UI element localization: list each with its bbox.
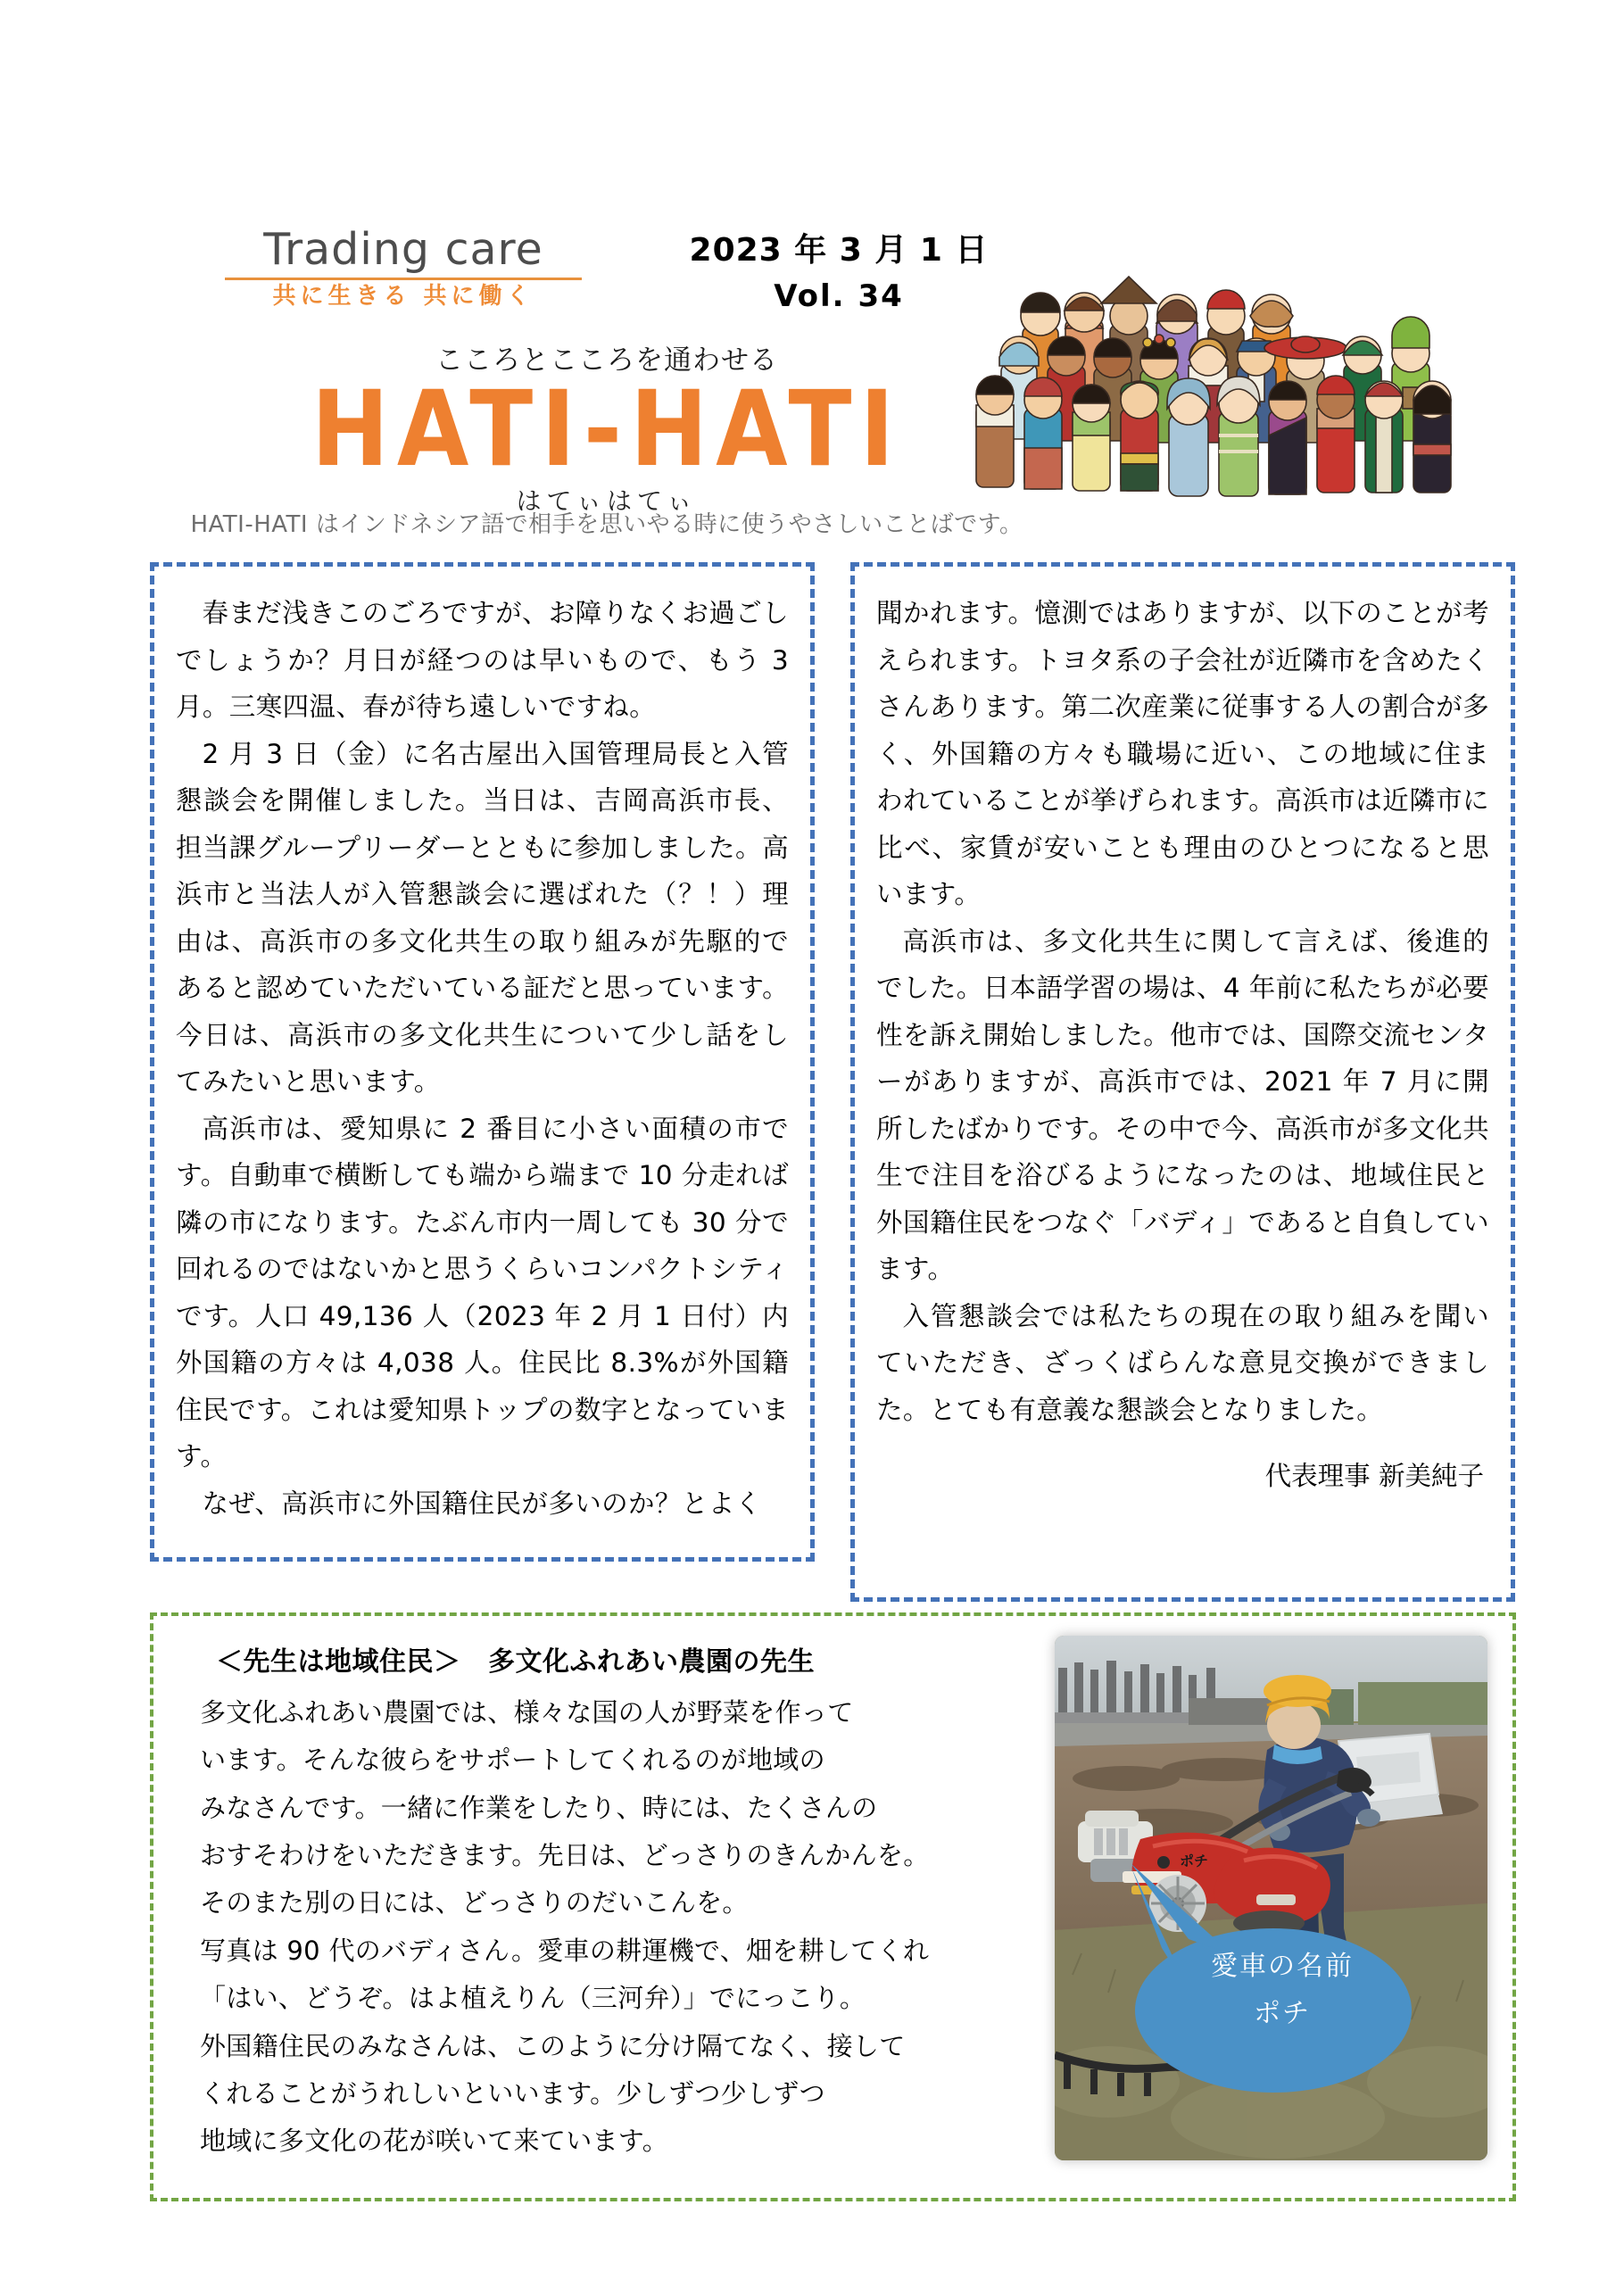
- masthead-tagline: HATI-HATI はインドネシア語で相手を思いやる時に使うやさしいことばです。: [190, 511, 1023, 538]
- newsletter-header: [0, 0, 1624, 538]
- organization-logo: [225, 224, 582, 310]
- author-signature: 代表理事 新美純子: [1264, 1461, 1484, 1491]
- article-paragraph: 春まだ浅きこのごろですが、お障りなくお過ごしでしょうか？月日が経つのは早いもので、もう 3 月。三寒四温、春が待ち遠しいですね。: [176, 598, 790, 722]
- article-paragraph: 入管懇談会では私たちの現在の取り組みを聞いていただき、ざっくばらんな意見交換ができました。とても有意義な懇談会となりました。: [876, 1300, 1489, 1425]
- article-left-column: [150, 562, 815, 1562]
- callout-bubble: [1055, 1636, 1487, 2160]
- masthead-catchphrase: こころとこころを通わせる: [435, 344, 778, 377]
- feature-box: [150, 1612, 1516, 2201]
- page-title: HATI-HATI: [311, 368, 903, 490]
- feature-line: 地域に多文化の花が咲いて来ています。: [200, 2126, 669, 2157]
- feature-line: 多文化ふれあい農園では、様々な国の人が野菜を作って: [200, 1697, 854, 1728]
- callout-line-1: 愛車の名前: [1211, 1951, 1354, 1982]
- callout-line-2: ポチ: [1254, 1997, 1311, 2029]
- article-right-column: [850, 562, 1515, 1602]
- multicultural-people-illustration: [969, 230, 1487, 509]
- feature-heading: ＜先生は地域住民＞ 多文化ふれあい農園の先生: [216, 1646, 815, 1678]
- page-title-ruby: はてぃはてぃ: [516, 486, 698, 516]
- feature-line: おすそわけをいただきます。先日は、どっさりのきんかんを。: [200, 1840, 930, 1871]
- issue-volume: Vol. 34: [774, 278, 904, 314]
- feature-line: います。そんな彼らをサポートしてくれるのが地域の: [200, 1745, 825, 1776]
- article-paragraph: 2 月 3 日（金）に名古屋出入国管理局長と入管懇談会を開催しました。当日は、吉岡高浜市長、担当課グループリーダーとともに参加しました。高浜市と当法人が入管懇談会に選ばれた（？！）理由は、高浜市の多文化共生の取り組みが先駆的であると認めていただいている証だと思っています。今日は、高浜市の多文化共生について少し話をしてみたいと思います。: [176, 738, 789, 1097]
- logo-main-text: Trading care: [263, 224, 543, 275]
- feature-photo-wrapper: [1055, 1636, 1487, 2160]
- logo-tagline: 共に生きる 共に働く: [272, 283, 534, 310]
- feature-line: 写真は 90 代のバディさん。愛車の耕運機で、畑を耕してくれ: [200, 1935, 930, 1966]
- feature-line: くれることがうれしいといいます。少しずつ少しずつ: [200, 2077, 825, 2109]
- feature-body: [200, 1689, 1030, 2166]
- logo-divider: [225, 278, 582, 280]
- feature-line: 「はい、どうぞ。はよ植えりん（三河弁）」でにっこり。: [200, 1983, 866, 2014]
- article-paragraph: 高浜市は、多文化共生に関して言えば、後進的でした。日本語学習の場は、4 年前に私たちが必要性を訴え開始しました。他市では、国際交流センターがありますが、高浜市では、2021 年 7 月に開所したばかりです。その中で今、高浜市が多文化共生で注目を浴びるようになったのは、地域住民と外国籍住民をつなぐ「バディ」であると自負しています。: [876, 925, 1489, 1284]
- article-paragraph: なぜ、高浜市に外国籍住民が多いのか？とよく: [202, 1488, 762, 1519]
- article-paragraph: 聞かれます。憶測ではありますが、以下のことが考えられます。トヨタ系の子会社が近隣市を含めたくさんあります。第二次産業に従事する人の割合が多く、外国籍の方々も職場に近い、この地域に住まわれていることが挙げられます。高浜市は近隣市に比べ、家賃が安いことも理由のひとつになると思います。: [876, 598, 1489, 909]
- svg-text:ポチ: ポチ: [1180, 1853, 1209, 1869]
- feature-line: そのまた別の日には、どっさりのだいこんを。: [200, 1887, 749, 1919]
- feature-line: 外国籍住民のみなさんは、このように分け隔てなく、接して: [200, 2030, 906, 2061]
- issue-date: 2023 年 3 月 1 日: [689, 232, 989, 269]
- feature-line: みなさんです。一緒に作業をしたり、時には、たくさんの: [200, 1792, 878, 1823]
- article-paragraph: 高浜市は、愛知県に 2 番目に小さい面積の市です。自動車で横断しても端から端まで 10 分走れば隣の市になります。たぶん市内一周しても 30 分で回れるのではないかと思うくらいコンパクトシティです。人口 49,136 人（2023 年 2 月 1 日付）内外国籍の方々は 4,038 人。住民比 8.3%が外国籍住民です。これは愛知県トップの数字となっています。: [176, 1113, 789, 1471]
